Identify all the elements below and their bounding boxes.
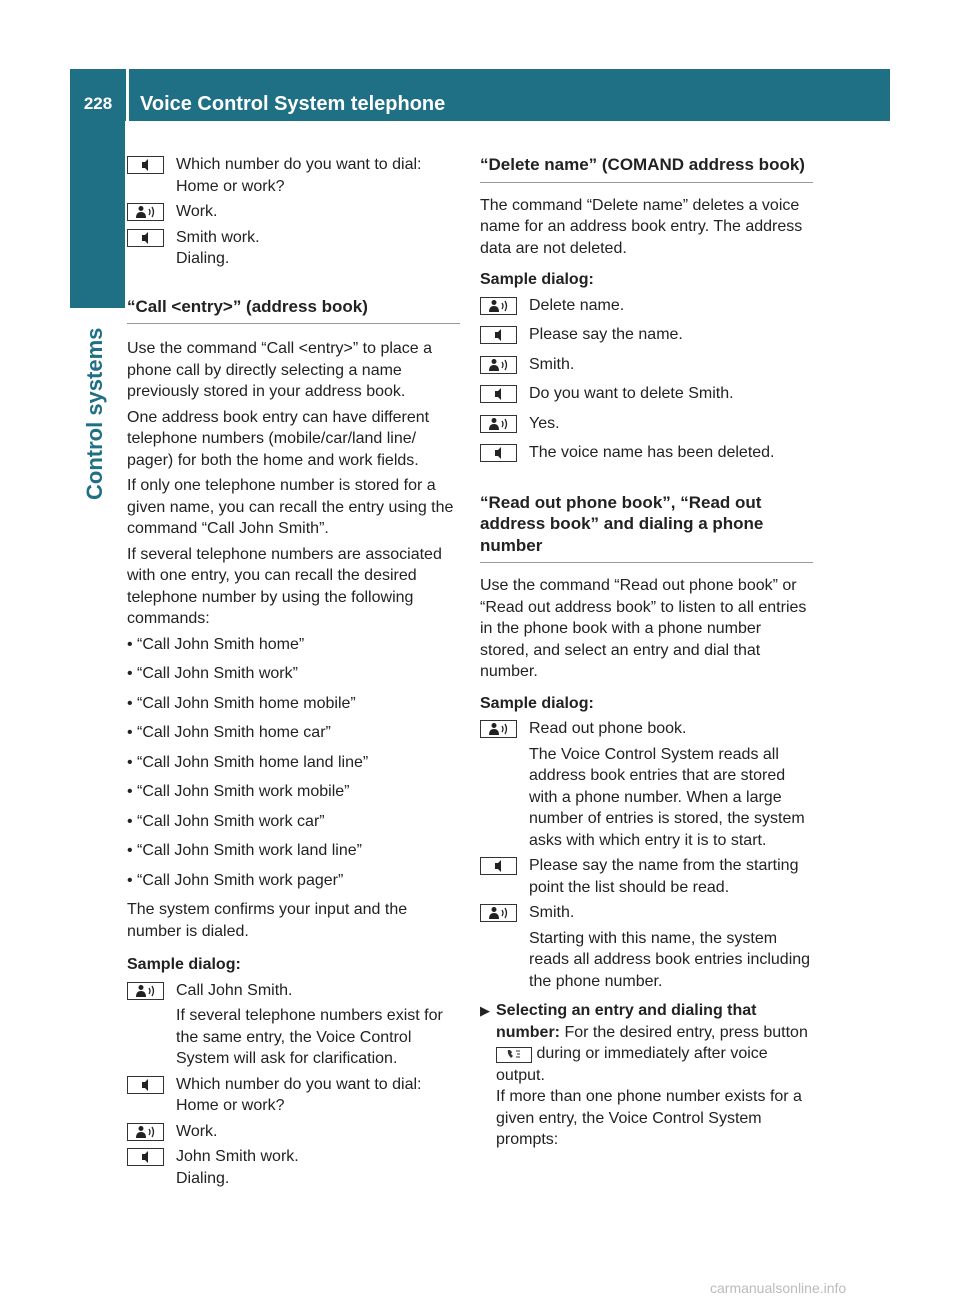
header-divider: [126, 69, 129, 121]
dialog-text: Smith.: [529, 904, 575, 921]
sample-dialog-label: Sample dialog:: [480, 271, 594, 288]
dialog-row: [127, 227, 460, 270]
section-label: Control systems: [82, 327, 107, 500]
dialog-row: [127, 1121, 460, 1143]
dialog-row: [480, 383, 813, 405]
step-text: If more than one phone number exists for a given entry, the Voice Control System prompts:: [496, 1088, 802, 1148]
dialog-row: [127, 201, 460, 223]
section-heading-call-entry: “Call <entry>” (address book): [127, 296, 460, 325]
speaker-icon: [127, 156, 164, 174]
paragraph: The system confirms your input and the number is dialed.: [127, 901, 408, 940]
dialog-row: [480, 413, 813, 435]
right-column: [480, 154, 813, 1151]
dialog-text: Read out phone book.: [529, 720, 687, 737]
dialog-note: The Voice Control System reads all address book entries that are stored with a phone number. When a large number of entries is stored, the system asks with which entry it is to start.: [529, 745, 805, 849]
step-text: during or immediately after voice output.: [496, 1045, 768, 1084]
dialog-row: [127, 154, 460, 197]
person-speaking-icon: [480, 904, 517, 922]
person-speaking-icon: [480, 356, 517, 374]
dialog-row: [127, 980, 460, 1070]
dialog-row: [480, 324, 813, 346]
paragraph: One address book entry can have different telephone numbers (mobile/car/land line/ pager) for both the home and work fields.: [127, 408, 430, 469]
speaker-icon: [127, 229, 164, 247]
dialog-row: [127, 1146, 460, 1189]
dialog-top: [127, 154, 460, 270]
list-item: • “Call John Smith work mobile”: [127, 781, 460, 803]
dialog-row: [480, 718, 813, 851]
dialog-text: Smith work.: [176, 228, 260, 246]
dialog-text: Which number do you want to dial:: [176, 156, 422, 173]
dialog: [127, 980, 460, 1190]
dialog-text: Please say the name.: [529, 326, 683, 343]
paragraph: If only one telephone number is stored for a given name, you can recall the entry using the command “Call John Smith”.: [127, 477, 454, 537]
step-title: Selecting an entry and dialing that number:: [496, 1002, 757, 1041]
page-number: 228: [83, 94, 113, 113]
left-column: [127, 154, 460, 1193]
dialog: [480, 718, 813, 992]
dialog-row: [480, 354, 813, 376]
paragraph: If several telephone numbers are associated with one entry, you can recall the desired telephone number by using the following commands:: [127, 545, 442, 627]
dialog-text: Which number do you want to dial:: [176, 1075, 422, 1093]
speaker-icon: [127, 1076, 164, 1094]
speaker-icon: [480, 326, 517, 344]
section-heading-delete-name: “Delete name” (COMAND address book): [480, 154, 813, 183]
list-item: • “Call John Smith home car”: [127, 722, 460, 744]
section-tab: [70, 121, 125, 308]
list-item: • “Call John Smith work”: [127, 663, 460, 685]
person-speaking-icon: [127, 1123, 164, 1141]
dialog-row: [480, 442, 813, 464]
dialog-text: Call John Smith.: [176, 981, 293, 999]
dialog-note: If several telephone numbers exist for the same entry, the Voice Control System will ask for clarification.: [176, 1007, 443, 1067]
paragraph: The command “Delete name” deletes a voice name for an address book entry. The address data are not deleted.: [480, 196, 803, 257]
dialog-text: Delete name.: [529, 296, 625, 314]
dialog-text: The voice name has been deleted.: [529, 444, 775, 461]
paragraph: Use the command “Read out phone book” or “Read out address book” to listen to all entries in the phone book with a phone number stored, and select an entry and dial that number.: [480, 577, 807, 680]
list-item: • “Call John Smith home mobile”: [127, 693, 460, 715]
section-heading-read-out: “Read out phone book”, “Read out address book” and dialing a phone number: [480, 492, 813, 564]
dialog-text: Work.: [176, 203, 218, 220]
list-item: • “Call John Smith home land line”: [127, 752, 460, 774]
dialog-text: Home or work?: [176, 177, 285, 195]
dialog-row: [480, 902, 813, 992]
dialog-text: Yes.: [529, 414, 560, 432]
list-item: • “Call John Smith home”: [127, 634, 460, 656]
command-list: [127, 634, 460, 892]
person-speaking-icon: [480, 297, 517, 315]
step-arrow-icon: ▶: [480, 1003, 490, 1018]
dialog-text: Home or work?: [176, 1097, 285, 1114]
watermark: carmanualsonline.info: [710, 1280, 847, 1296]
dialog-row: [480, 855, 813, 898]
sample-dialog-label: Sample dialog:: [480, 694, 594, 712]
list-item: • “Call John Smith work car”: [127, 811, 460, 833]
person-speaking-icon: [127, 982, 164, 1000]
speaker-icon: [480, 385, 517, 403]
dialog-text: Dialing.: [176, 1169, 230, 1187]
person-speaking-icon: [480, 720, 517, 738]
step-text: For the desired entry, press button: [564, 1023, 808, 1041]
dialog-text: John Smith work.: [176, 1148, 299, 1165]
dialog-note: Starting with this name, the system reads all address book entries including the phone number.: [529, 929, 811, 990]
speaker-icon: [480, 444, 517, 462]
dialog-text: Smith.: [529, 355, 575, 373]
paragraph: Use the command “Call <entry>” to place a phone call by directly selecting a name previously stored in your address book.: [127, 340, 433, 400]
dialog-row: [480, 295, 813, 317]
speaker-icon: [127, 1148, 164, 1166]
speaker-icon: [480, 857, 517, 875]
person-speaking-icon: [480, 415, 517, 433]
talk-button-icon: [496, 1047, 532, 1063]
list-item: • “Call John Smith work pager”: [127, 870, 460, 892]
dialog-text: Please say the name from the starting point the list should be read.: [529, 857, 799, 896]
list-item: • “Call John Smith work land line”: [127, 840, 460, 862]
sample-dialog-label: Sample dialog:: [127, 956, 241, 973]
dialog-row: [127, 1074, 460, 1117]
dialog-text: Dialing.: [176, 250, 230, 267]
dialog: [480, 295, 813, 464]
dialog-text: Do you want to delete Smith.: [529, 385, 734, 402]
person-speaking-icon: [127, 203, 164, 221]
dialog-text: Work.: [176, 1122, 218, 1140]
page-title: Voice Control System telephone: [140, 93, 446, 115]
instruction-step: [480, 1000, 813, 1151]
